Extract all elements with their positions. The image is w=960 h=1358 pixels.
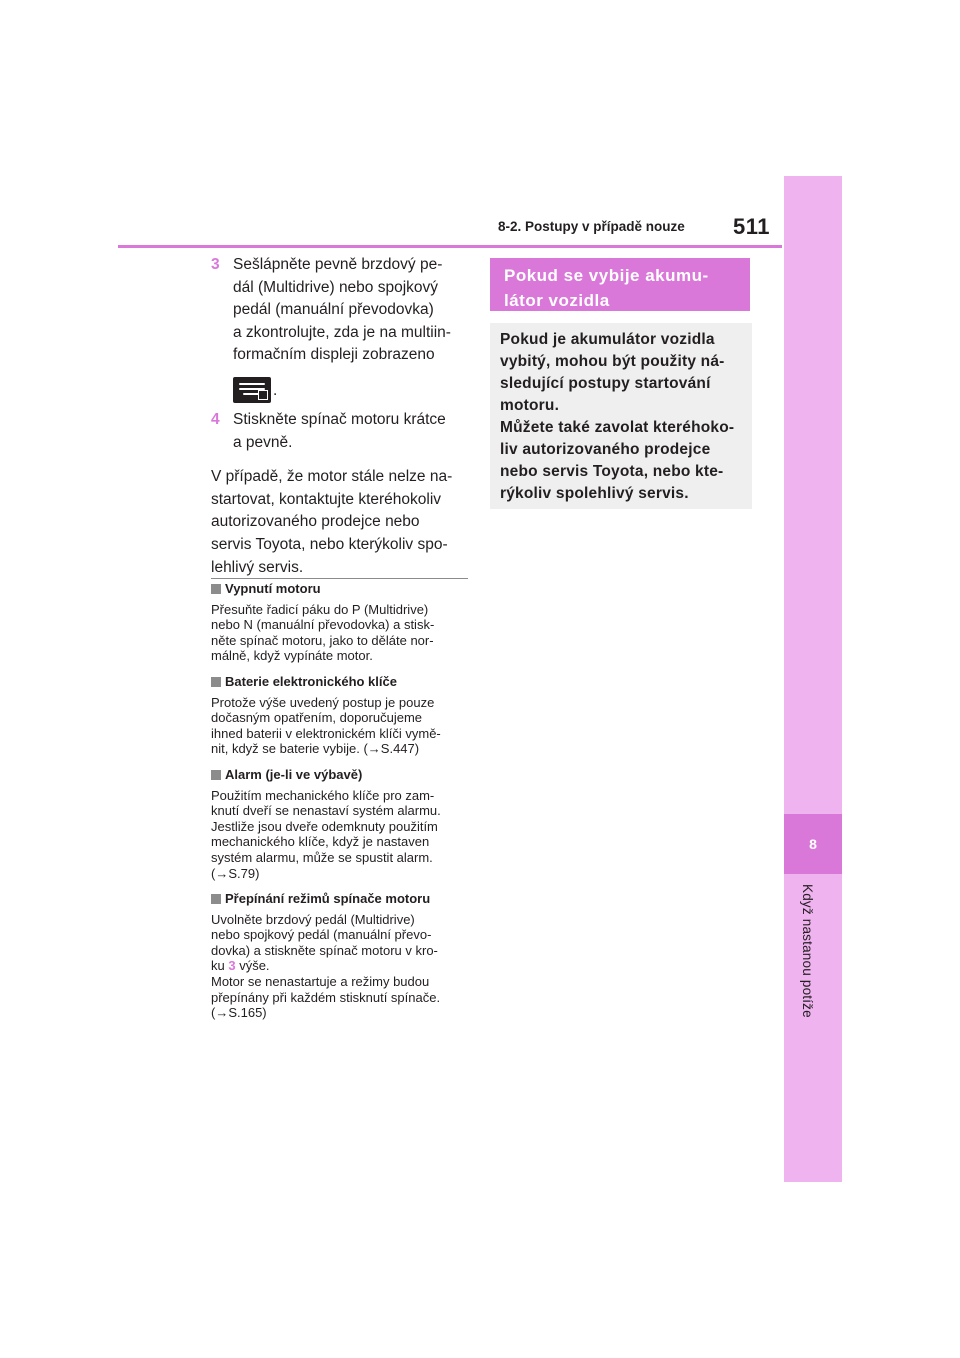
step-line: formačním displeji zobrazeno	[233, 346, 435, 364]
note-body: Použitím mechanického klíče pro zam- knutí dveří se nenastaví systém alarmu. Jestliže jsou dveře odemknuty použitím mechanického klíče, když je nastaven systém alarmu, může se spustit alarm. (→S.79)	[211, 787, 441, 881]
step-line: dál (Multidrive) nebo spojkový	[233, 278, 439, 296]
step-line: Sešlápněte pevně brzdový pe-	[233, 256, 443, 273]
step-line: pedál (manuální převodovka)	[233, 301, 434, 319]
square-bullet-icon	[211, 770, 221, 780]
intro-box: Pokud je akumulátor vozidla vybitý, mohou být použity ná- sledující postupy startování motoru. Můžete také zavolat kteréhoko- liv autorizovaného prodejce nebo servis Toyota, nebo kte- rýkoliv spolehlivý servis.	[490, 323, 752, 509]
step-line: a zkontrolujte, zda je na multiin-	[233, 323, 451, 341]
chapter-label: Když nastanou potíže	[800, 884, 815, 1018]
paragraph-line: autorizovaného prodejce nebo	[211, 513, 420, 531]
step-number: 3	[211, 256, 220, 273]
note-body: Přesuňte řadicí páku do P (Multidrive) nebo N (manuální převodovka) a stisk- něte spínač motoru, jako to děláte nor- málně, když vypínáte motor.	[211, 601, 435, 664]
note-title: Vypnutí motoru	[211, 581, 469, 597]
notes-divider	[211, 578, 468, 579]
step-4	[211, 409, 471, 454]
square-bullet-icon	[211, 894, 221, 904]
period: .	[273, 382, 278, 400]
note-title: Baterie elektronického klíče	[211, 674, 469, 690]
paragraph-line: lehlivý servis.	[211, 558, 304, 576]
topic-banner: Pokud se vybije akumu- látor vozidla	[490, 258, 750, 311]
step-number: 4	[211, 410, 220, 428]
step-line: a pevně.	[233, 433, 293, 451]
note-title: Alarm (je-li ve výbavě)	[211, 767, 469, 783]
step-3	[211, 254, 471, 367]
section-title: 8-2. Postupy v případě nouze	[498, 219, 685, 234]
chapter-side-tab	[784, 176, 842, 1182]
notes-section	[211, 581, 469, 1021]
square-bullet-icon	[211, 584, 221, 594]
step-text	[233, 409, 471, 454]
note-body: Uvolněte brzdový pedál (Multidrive) nebo spojkový pedál (manuální převo- dovka) a stiskněte spínač motoru v kro- ku 3 výše. Motor se nenastartuje a režimy budou přepínány při každém stisknutí spínače. (→S.165)	[211, 911, 441, 1021]
header-rule	[118, 245, 782, 248]
chapter-number: 8	[784, 814, 842, 874]
engine-start-indicator-icon	[233, 377, 271, 403]
step-reference: 3	[228, 958, 236, 974]
paragraph-line: V případě, že motor stále nelze na-	[211, 468, 453, 486]
paragraph-line: startovat, kontaktujte kteréhokoliv	[211, 490, 442, 508]
step-text	[233, 254, 471, 367]
body-paragraph	[211, 466, 471, 579]
note-title: Přepínání režimů spínače motoru	[211, 891, 469, 907]
square-bullet-icon	[211, 677, 221, 687]
page-number: 511	[733, 214, 770, 239]
step-line: Stiskněte spínač motoru krátce	[233, 410, 446, 428]
indicator-line	[211, 369, 471, 403]
main-column	[211, 254, 471, 579]
note-body: Protože výše uvedený postup je pouze dočasným opatřením, doporučujeme ihned baterii v elektronickém klíči vymě- nit, když se baterie vybije. (→S.447)	[211, 694, 441, 757]
paragraph-line: servis Toyota, nebo kterýkoliv spo-	[211, 535, 448, 553]
